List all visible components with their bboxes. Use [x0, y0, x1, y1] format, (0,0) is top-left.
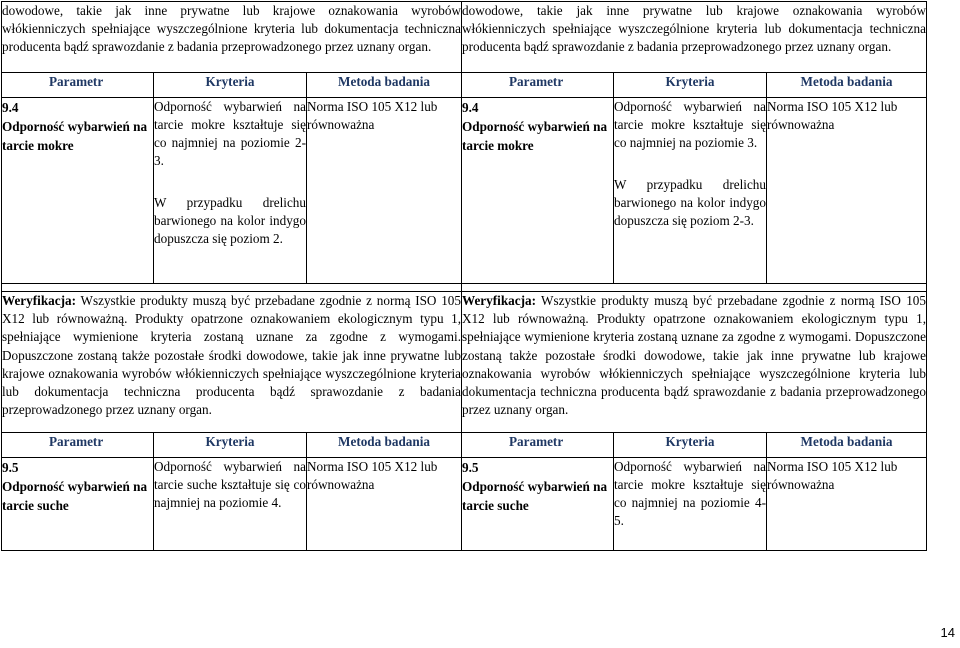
criteria-95-left: Odporność wybarwień na tarcie suche kształtuje się co najmniej na poziomie 4.	[154, 458, 307, 551]
intro-left	[2, 2, 462, 73]
intro-right-text: dowodowe, takie jak inne prywatne lub krajowe oznakowania wyrobów włókienniczych spełniające wyszczególnione kryteria lub dokumentacja techniczna producenta bądź sprawozdanie z badania przeprowadzonego przez uznany organ.	[462, 3, 926, 55]
criteria-extra-text: W przypadku drelichu barwionego na kolor indygo dopuszcza się poziom 2.	[154, 195, 306, 246]
param-95-right	[462, 458, 614, 551]
criteria-table	[1, 1, 927, 551]
header-metoda-left: Metoda badania	[307, 73, 462, 98]
param-number: 9.4	[2, 100, 19, 115]
verification-left-text: Wszystkie produkty muszą być przebadane zgodnie z normą ISO 105 X12 lub równoważną. Produkty opatrzone oznakowaniem ekologicznym typu 1, spełniające wymienione kryteria zostaną uznane za zgodne z wymogami. Dopuszczone zostaną także pozostałe środki dowodowe, takie jak inne prywatne lub krajowe oznakowania wyrobów włókienniczych spełniające wyszczególnione kryteria lub dokumentacja techniczna producenta bądź sprawozdanie z badania przeprowadzonego przez uznany organ.	[2, 293, 461, 418]
table-header-row	[2, 73, 927, 98]
criteria-text: Odporność wybarwień na tarcie mokre kształtuje się co najmniej na poziomie 2-3.	[154, 99, 306, 168]
param-number: 9.4	[462, 100, 479, 115]
criteria-95-right: Odporność wybarwień na tarcie mokre kształtuje się co najmniej na poziomie 4-5.	[614, 458, 767, 551]
verification-right-paragraph	[462, 292, 926, 419]
verification-right-text: Wszystkie produkty muszą być przebadane zgodnie z normą ISO 105 X12 lub równoważną. Produkty opatrzone oznakowaniem ekologicznym typu 1, spełniające wymienione kryteria zostaną uznane za zgodne z wymogami. Dopuszczone zostaną także pozostałe środki dowodowe, takie jak inne prywatne lub krajowe oznakowania wyrobów włókienniczych spełniające wyszczególnione kryteria lub dokumentacja techniczna producenta bądź sprawozdanie z badania przeprowadzonego przez uznany organ.	[462, 293, 926, 418]
header-kryteria-left: Kryteria	[154, 73, 307, 98]
param-94-right	[462, 98, 614, 284]
spacer-left	[2, 284, 462, 292]
criteria-extra-text: W przypadku drelichu barwionego na kolor indygo dopuszcza się poziom 2-3.	[614, 177, 766, 228]
criterion-95-row	[2, 458, 927, 551]
intro-row	[2, 2, 927, 73]
param-name: Odporność wybarwień na tarcie suche	[462, 479, 608, 513]
page-number: 14	[940, 625, 955, 640]
param-95-left	[2, 458, 154, 551]
verification-left	[2, 292, 462, 433]
method-95-right: Norma ISO 105 X12 lub równoważna	[767, 458, 927, 551]
method-95-left: Norma ISO 105 X12 lub równoważna	[307, 458, 462, 551]
param-name: Odporność wybarwień na tarcie mokre	[462, 119, 608, 153]
criteria-94-right	[614, 98, 767, 284]
header-kryteria-right: Kryteria	[614, 73, 767, 98]
header-metoda-right: Metoda badania	[767, 433, 927, 458]
verification-row	[2, 292, 927, 433]
header-parametr-right: Parametr	[462, 73, 614, 98]
table-header-row-2	[2, 433, 927, 458]
criterion-94-row	[2, 98, 927, 284]
header-metoda-left: Metoda badania	[307, 433, 462, 458]
header-parametr-left: Parametr	[2, 73, 154, 98]
verification-left-paragraph	[2, 292, 461, 419]
spacer-right	[462, 284, 927, 292]
method-94-left: Norma ISO 105 X12 lub równoważna	[307, 98, 462, 284]
verification-label: Weryfikacja:	[2, 293, 76, 308]
intro-right	[462, 2, 927, 73]
spacer-row	[2, 284, 927, 292]
param-94-left	[2, 98, 154, 284]
header-parametr-left: Parametr	[2, 433, 154, 458]
param-name: Odporność wybarwień na tarcie suche	[2, 479, 148, 513]
param-number: 9.5	[2, 460, 19, 475]
param-name: Odporność wybarwień na tarcie mokre	[2, 119, 148, 153]
verification-label: Weryfikacja:	[462, 293, 536, 308]
intro-left-text: dowodowe, takie jak inne prywatne lub krajowe oznakowania wyrobów włókienniczych spełniające wyszczególnione kryteria lub dokumentacja techniczna producenta bądź sprawozdanie z badania przeprowadzonego przez uznany organ.	[2, 3, 461, 55]
method-94-right: Norma ISO 105 X12 lub równoważna	[767, 98, 927, 284]
param-number: 9.5	[462, 460, 479, 475]
header-metoda-right: Metoda badania	[767, 73, 927, 98]
verification-right	[462, 292, 927, 433]
criteria-94-left	[154, 98, 307, 284]
header-kryteria-left: Kryteria	[154, 433, 307, 458]
header-parametr-right: Parametr	[462, 433, 614, 458]
criteria-text: Odporność wybarwień na tarcie mokre kształtuje się co najmniej na poziomie 3.	[614, 99, 766, 150]
header-kryteria-right: Kryteria	[614, 433, 767, 458]
